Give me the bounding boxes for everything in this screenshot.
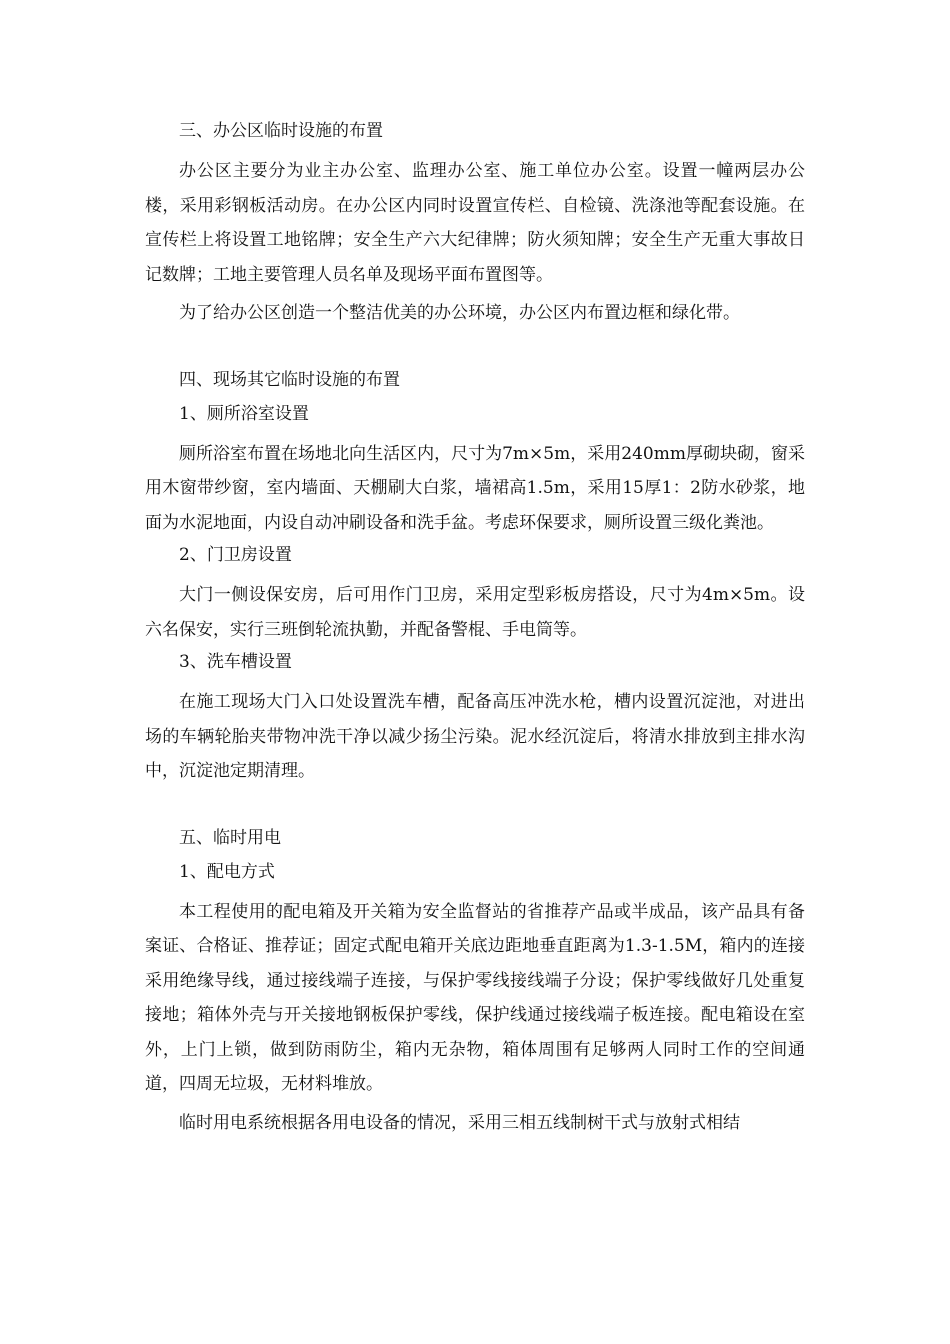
document-page (145, 120, 805, 1144)
paragraph-power-system: 临时用电系统根据各用电设备的情况，采用三相五线制树干式与放射式相结 (179, 1112, 740, 1133)
paragraph-office-layout: 办公区主要分为业主办公室、监理办公室、施工单位办公室。设置一幢两层办公楼，采用彩钢板活动房。在办公区内同时设置宣传栏、自检镜、洗涤池等配套设施。在宣传栏上将设置工地铭牌；安全生产六大纪律牌；防火须知牌；安全生产无重大事故日记数牌；工地主要管理人员名单及现场平面布置图等。 (145, 161, 805, 285)
paragraph-toilet: 厕所浴室布置在场地北向生活区内，尺寸为7m×5m，采用240mm厚砌块砌，窗采用木窗带纱窗，室内墙面、天棚刷大白浆，墙裙高1.5m，采用15厚1：2防水砂浆，地面为水泥地面，内设自动冲刷设备和洗手盆。考虑环保要求，厕所设置三级化粪池。 (145, 443, 805, 533)
section-gap (145, 793, 805, 827)
subsection-heading-distribution: 1、配电方式 (179, 861, 275, 882)
section-heading-other-facilities: 四、现场其它临时设施的布置 (179, 369, 400, 390)
section-heading-office: 三、办公区临时设施的布置 (179, 121, 383, 141)
paragraph-guardhouse: 大门一侧设保安房，后可用作门卫房，采用定型彩板房搭设，尺寸为4m×5m。设六名保安，实行三班倒轮流执勤，并配备警棍、手电筒等。 (145, 585, 805, 640)
subsection-heading-toilet: 1、厕所浴室设置 (179, 403, 309, 424)
section-gap (145, 335, 805, 369)
paragraph-carwash: 在施工现场大门入口处设置洗车槽，配备高压冲洗水枪，槽内设置沉淀池，对进出场的车辆轮胎夹带物冲洗干净以减少扬尘污染。泥水经沉淀后，将清水排放到主排水沟中，沉淀池定期清理。 (145, 692, 805, 781)
section-heading-temporary-power: 五、临时用电 (179, 827, 281, 848)
subsection-heading-guardhouse: 2、门卫房设置 (179, 545, 292, 565)
paragraph-distribution-boxes: 本工程使用的配电箱及开关箱为安全监督站的省推荐产品或半成品，该产品具有备案证、合格证、推荐证；固定式配电箱开关底边距地垂直距离为1.3-1.5M，箱内的连接采用绝缘导线，通过接线端子连接，与保护零线接线端子分设；保护零线做好几处重复接地；箱体外壳与开关接地钢板保护零线，保护线通过接线端子板连接。配电箱设在室外，上门上锁，做到防雨防尘，箱内无杂物，箱体周围有足够两人同时工作的空间通道，四周无垃圾，无材料堆放。 (145, 901, 805, 1094)
paragraph-office-environment: 为了给办公区创造一个整洁优美的办公环境，办公区内布置边框和绿化带。 (179, 303, 740, 323)
subsection-heading-carwash: 3、洗车槽设置 (179, 652, 292, 672)
